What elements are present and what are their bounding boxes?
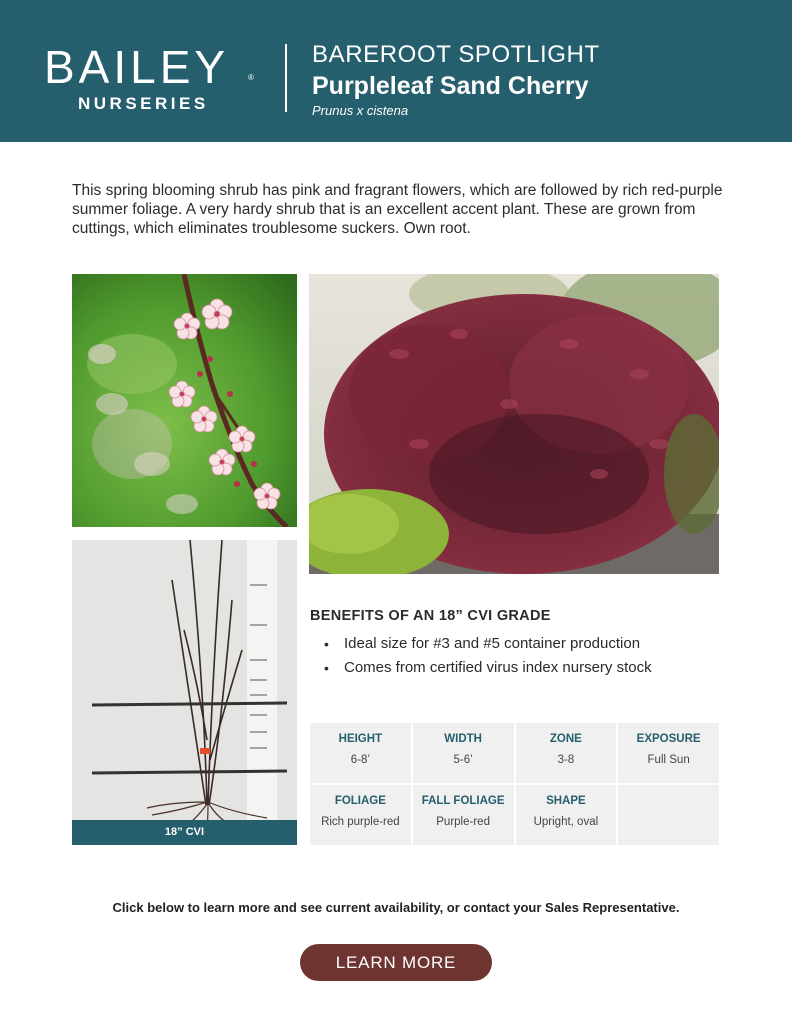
benefit-item	[310, 656, 652, 680]
spec-height	[310, 723, 411, 783]
spec-width	[413, 723, 514, 783]
header-divider	[285, 44, 287, 112]
spec-value: 3-8	[557, 754, 575, 766]
spec-empty	[618, 785, 719, 845]
logo-subtitle: NURSERIES	[78, 94, 209, 113]
spec-label: EXPOSURE	[636, 733, 701, 745]
spec-value: Full Sun	[647, 754, 690, 766]
bullet-icon: •	[324, 660, 329, 676]
benefit-text: Ideal size for #3 and #5 container production	[344, 635, 641, 652]
spec-value: Purple-red	[436, 816, 490, 828]
cta-text: Click below to learn more and see current availability, or contact your Sales Representative.	[112, 900, 680, 915]
bullet-icon: •	[324, 636, 329, 652]
logo-registered-mark: ®	[248, 73, 254, 82]
header-banner	[0, 0, 792, 142]
spec-label: ZONE	[549, 733, 582, 745]
spec-value: 6-8’	[350, 754, 370, 766]
benefit-item	[310, 632, 652, 656]
spec-value: Upright, oval	[533, 816, 599, 828]
spec-exposure	[618, 723, 719, 783]
spec-label: FOLIAGE	[334, 795, 386, 807]
latin-name: Prunus x cistena	[312, 103, 409, 118]
spec-label: HEIGHT	[338, 733, 383, 745]
spec-label: SHAPE	[546, 795, 586, 807]
plant-name: Purpleleaf Sand Cherry	[312, 72, 589, 100]
specs-table	[310, 723, 719, 845]
spec-fall-foliage	[413, 785, 514, 845]
spec-zone	[516, 723, 617, 783]
spotlight-label: BAREROOT SPOTLIGHT	[312, 41, 600, 68]
intro-paragraph: This spring blooming shrub has pink and fragrant flowers, which are followed by rich red-purple summer foliage. A very hardy shrub that is an excellent accent plant. These are grown from cuttings, which eliminates troublesome suckers. Own root.	[72, 182, 723, 237]
benefits-list	[310, 632, 652, 680]
bareroot-cvi-photo	[72, 540, 297, 845]
learn-more-button[interactable]: LEARN MORE	[300, 944, 492, 981]
benefits-title: BENEFITS OF AN 18” CVI GRADE	[310, 608, 551, 624]
spec-foliage	[310, 785, 411, 845]
spec-label: FALL FOLIAGE	[421, 795, 505, 807]
flower-photo	[72, 274, 297, 527]
cvi-photo-caption: 18” CVI	[72, 820, 297, 845]
logo-wordmark: BAILEY	[44, 41, 230, 93]
spec-value: 5-6’	[453, 754, 473, 766]
spec-label: WIDTH	[444, 733, 482, 745]
shrub-photo	[309, 274, 719, 574]
spec-value: Rich purple-red	[321, 816, 400, 828]
benefit-text: Comes from certified virus index nursery stock	[344, 659, 652, 676]
spec-shape	[516, 785, 617, 845]
